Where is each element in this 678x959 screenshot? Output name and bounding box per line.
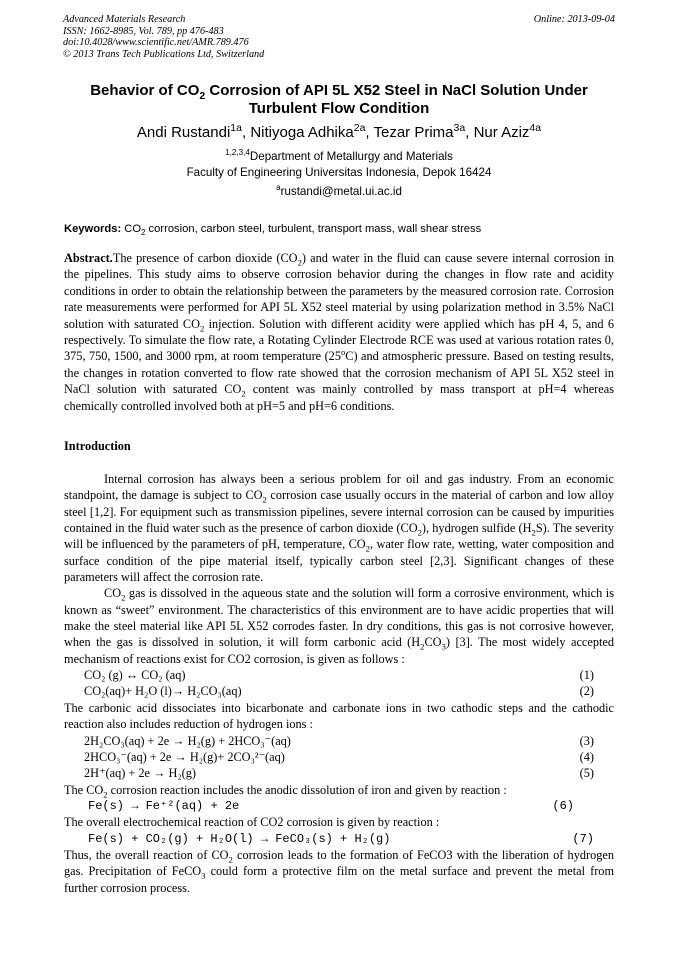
affiliation: $^{1,2,3,4}$Department of Metallurgy and Materials Faculty of Engineering Universitas Indonesia, Depok 16424 xyxy=(186,148,492,179)
author-email: $^a$rustandi@metal.ui.ac.id xyxy=(276,183,402,198)
issn-line: ISSN: 1662-8985, Vol. 789, pp 476-483 xyxy=(63,25,224,37)
equation-4: 2HCO₃⁻(aq) + 2e → H₂(g)+ 2CO₃²⁻(aq) (4) xyxy=(84,749,594,764)
equation-6: Fe(s) → Fe⁺²(aq) + 2e (6) xyxy=(88,798,574,813)
equation-7: Fe(s) + CO₂(g) + H₂O(l) → FeCO₃(s) + H₂(g) (7) xyxy=(88,831,594,846)
online-date: Online: 2013-09-04 xyxy=(533,14,615,25)
equation-1: CO₂ (g) ↔ CO₂ (aq) (1) xyxy=(84,668,594,683)
equation-5: 2H⁺(aq) + 2e → H₂(g) (5) xyxy=(84,766,594,781)
copyright-line: © 2013 Trans Tech Publications Ltd, Switzerland xyxy=(63,48,265,60)
equation-2: CO₂(aq)+ H₂O (l)→ H₂CO₃(aq) (2) xyxy=(84,684,594,699)
paragraph: The carbonic acid dissociates into bicarbonate and carbonate ions in two cathodic steps and the cathodic reaction also includes reduction of hydrogen ions : xyxy=(64,700,614,732)
author-list: Andi Rustandi$^{1a}$, Nitiyoga Adhika$^{2a}$, Tezar Prima$^{3a}$, Nur Aziz$^{4a}$ xyxy=(136,122,542,141)
introduction-body xyxy=(64,471,614,896)
author-name: Tezar Prima xyxy=(373,124,454,141)
paragraph: Thus, the overall reaction of $CO_2$ corrosion leads to the formation of FeCO3 with the liberation of hydrogen gas. Precipitation of FeCO$_3$ could form a protective film on the metal surface and prevent the metal from further corrosion process. xyxy=(64,847,615,895)
journal-header xyxy=(63,14,615,60)
paragraph: Internal corrosion has always been a serious problem for oil and gas industry. From an economic standpoint, the damage is subject to $CO_2$ corrosion case usually occurs in the material of carbon and low alloy steel [1,2]. For equipment such as transmission pipelines, severe internal corrosion can be caused by impurities contained in the fluid water such as the presence of carbon dioxide $(CO_2)$, hydrogen sulfide $(H_2S)$. The severity will be influenced by the parameters of pH, temperature, $CO_2$, water flow rate, wetting, water composition and surface condition of the pipe material itself, typically carbon steel [2,3]. Significant changes of these parameters will affect the corrosion rate. xyxy=(64,472,615,585)
doi-line: doi:10.4028/www.scientific.net/AMR.789.476 xyxy=(63,37,249,49)
author-name: Nur Aziz xyxy=(473,124,530,141)
abstract: Abstract.The presence of carbon dioxide $(CO_2)$ and water in the fluid can cause severe internal corrosion in the pipelines. This study aims to observe corrosion behavior during the changes in flow rate and acidity conditions in order to obtain the relationship between the parameters by the measured corrosion rate. Corrosion rate measurements were performed for API 5L X52 steel material by using polarization method in 3.5% NaCl solution with saturated $CO_2$ injection. Solution with different acidity were applied which has pH 4, 5, and 6 respectively. To simulate the flow rate, a Rotating Cylinder Electrode RCE was used at various rotation rates 0, 375, 750, 1500, and 3000 rpm, at room temperature (25$^o$C) and atmospheric pressure. Based on testing results, the changes in rotation converted to flow rate showed that the corrosion mechanism of API 5L X52 steel in NaCl solution with saturated $CO_2$ content was mainly controlled by mass transport at pH=4 whereas chemically controlled involved both at pH=5 and pH=6 conditions. xyxy=(64,251,614,413)
keywords: Keywords: $CO_2$ corrosion, carbon steel, turbulent, transport mass, wall shear stress xyxy=(64,223,482,238)
equation-3: 2H₂CO₃(aq) + 2e → H₂(g) + 2HCO₃⁻(aq) (3) xyxy=(84,733,594,748)
author-name: Nitiyoga Adhika xyxy=(250,124,354,141)
paragraph: $CO_2$ gas is dissolved in the aqueous state and the solution will form a corrosive environment, which is known as “sweet” environment. The characteristics of this environment are to have acidic properties that will make the steel material like API 5L X52 corrodes faster. In dry conditions, this gas is not corrosive however, when the gas is dissolved in solution, it will form carbonic acid $(H_2CO_3)$ [3]. The most widely accepted mechanism of reactions exist for CO2 corrosion, is given as follows : xyxy=(64,586,614,666)
paragraph: The $CO_2$ corrosion reaction includes the anodic dissolution of iron and given by reaction : xyxy=(64,782,507,799)
section-heading-introduction: Introduction xyxy=(64,439,131,453)
paragraph: The overall electrochemical reaction of CO2 corrosion is given by reaction : xyxy=(64,815,440,830)
author-name: Andi Rustandi xyxy=(136,124,231,141)
paper-title: Behavior of $CO_2$ Corrosion of API 5L X52 Steel in NaCl Solution Under Turbulent Flow Condition xyxy=(90,82,588,117)
journal-name: Advanced Materials Research xyxy=(63,14,186,25)
